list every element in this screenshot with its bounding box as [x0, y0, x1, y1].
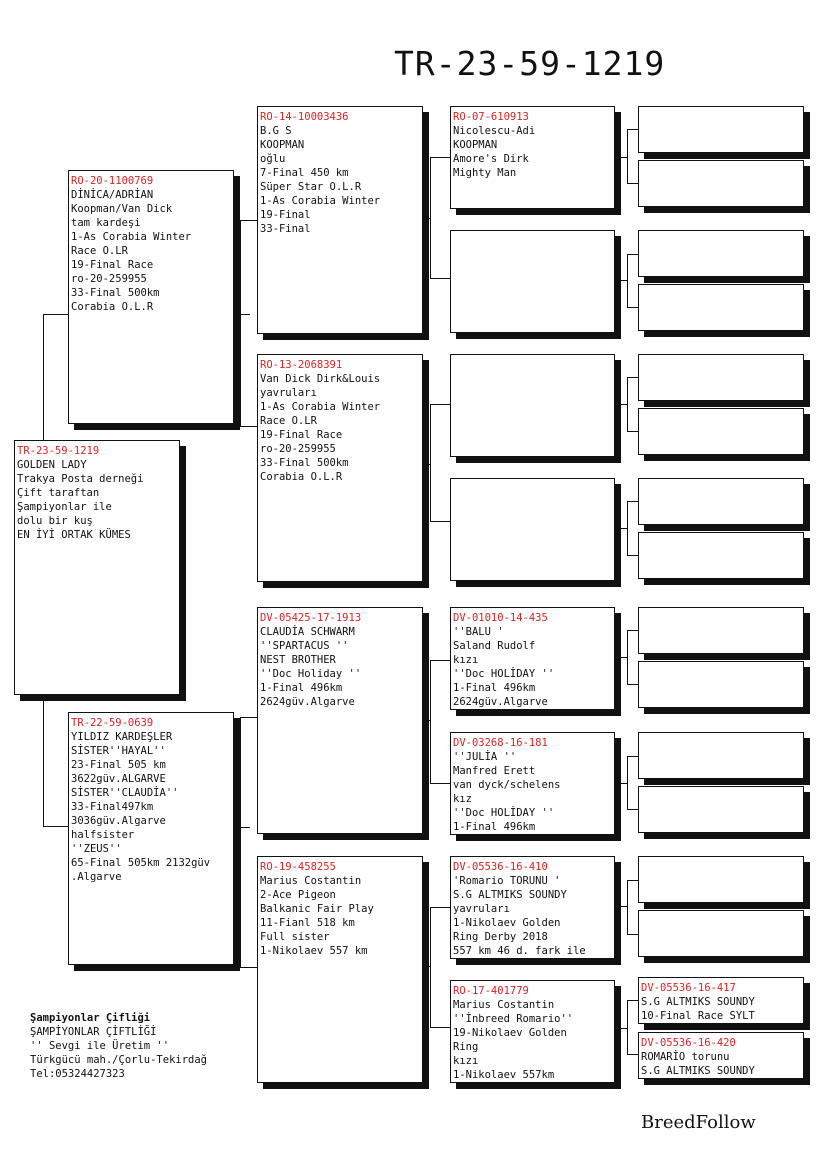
pigeon-info-line: ''İnbreed Romario'' — [453, 1013, 574, 1025]
pigeon-card-gen4-empty[interactable] — [638, 661, 804, 708]
pigeon-card-gen3[interactable] — [450, 856, 615, 959]
ring-number: RO-17-401779 — [453, 985, 529, 997]
pigeon-info-line: 1-As Corabia Winter — [260, 195, 381, 207]
pigeon-info-line: 33-Final 500km — [260, 457, 349, 469]
pigeon-info-line: Ring Derby 2018 — [453, 931, 548, 943]
ring-number: DV-05425-17-1913 — [260, 612, 362, 624]
pigeon-card-gen4-empty[interactable] — [638, 786, 804, 833]
pigeon-card-gen4-empty[interactable] — [638, 230, 804, 277]
pigeon-info-line: 65-Final 505km 2132güv — [71, 857, 211, 869]
pigeon-info-line: 19-Nikolaev Golden — [453, 1027, 567, 1039]
connector — [424, 218, 431, 219]
ring-number: DV-01010-14-435 — [453, 612, 548, 624]
pigeon-card-gen3[interactable] — [450, 732, 615, 835]
pigeon-info-line: Marius Costantin — [453, 999, 555, 1011]
pigeon-card-sire-dam[interactable] — [257, 354, 423, 582]
ring-number: DV-03268-16-181 — [453, 737, 548, 749]
pigeon-info-line: Nicolescu-Adi — [453, 125, 536, 137]
pigeon-card-gen4-empty[interactable] — [638, 106, 804, 153]
pigeon-info-line: SİSTER''HAYAL'' — [71, 745, 166, 757]
pigeon-info-line: halfsister — [71, 829, 135, 841]
pigeon-card-gen3-empty[interactable] — [450, 354, 615, 457]
pigeon-info-line: van dyck/schelens — [453, 779, 561, 791]
breeder-slogan: '' Sevgi ile Üretim '' — [30, 1040, 170, 1052]
ring-number: DV-05536-16-417 — [641, 982, 736, 994]
pigeon-card-gen4-empty[interactable] — [638, 732, 804, 779]
pigeon-info-line: .Algarve — [71, 871, 122, 883]
pigeon-info-line: 1-As Corabia Winter — [71, 231, 192, 243]
pigeon-card-gen3[interactable] — [450, 980, 615, 1083]
pigeon-card-gen4-empty[interactable] — [638, 856, 804, 903]
connector — [620, 404, 628, 405]
pigeon-info-line: 10-Final Race SYLT — [641, 1010, 755, 1022]
pigeon-info-line: 1-Final 496km — [453, 821, 536, 833]
pigeon-info-line: Koopman/Van Dick — [71, 203, 173, 215]
ring-number: RO-14-10003436 — [260, 111, 349, 123]
pigeon-info-line: ''JULİA '' — [453, 751, 517, 763]
pigeon-info-line: NEST BROTHER — [260, 654, 336, 666]
pigeon-info-line: 33-Final — [260, 223, 311, 235]
connector — [240, 717, 258, 968]
pigeon-info-line: Corabia O.L.R — [260, 471, 343, 483]
pigeon-info-line: 19-Final Race — [260, 429, 343, 441]
pigeon-card-gen4-empty[interactable] — [638, 408, 804, 455]
pigeon-info-line: Trakya Posta derneği — [17, 473, 144, 485]
pigeon-info-line: 19-Final Race — [71, 259, 154, 271]
connector — [424, 966, 431, 967]
pigeon-info-line: Şampiyonlar ile — [17, 501, 112, 513]
pigeon-info-line: yavruları — [453, 903, 510, 915]
pigeon-card-gen4-empty[interactable] — [638, 607, 804, 654]
pigeon-info-line: 33-Final 500km — [71, 287, 160, 299]
ring-number: RO-13-2068391 — [260, 359, 343, 371]
pigeon-info-line: Full sister — [260, 931, 330, 943]
pigeon-info-line: EN İYİ ORTAK KÜMES — [17, 529, 131, 541]
connector — [430, 404, 450, 522]
pigeon-info-line: KOOPMAN — [260, 139, 305, 151]
pigeon-info-line: Manfred Erett — [453, 765, 536, 777]
pigeon-info-line: Balkanic Fair Play — [260, 903, 374, 915]
pigeon-info-line: ro-20-259955 — [71, 273, 147, 285]
pigeon-info-line: 3622güv.ALGARVE — [71, 773, 166, 785]
pigeon-info-line: CLAUDİA SCHWARM — [260, 626, 355, 638]
pigeon-info-line: 1-Nikolaev Golden — [453, 917, 561, 929]
pigeon-info-line: Ring — [453, 1041, 479, 1053]
pigeon-info-line: Süper Star O.L.R — [260, 181, 362, 193]
pigeon-info-line: ''SPARTACUS '' — [260, 640, 349, 652]
pigeon-info-line: S.G ALTMIKS SOUNDY — [453, 889, 567, 901]
connector — [240, 314, 250, 315]
ring-number: RO-19-458255 — [260, 861, 336, 873]
connector — [620, 157, 628, 158]
pigeon-card-gen4-empty[interactable] — [638, 532, 804, 579]
pigeon-info-line: ro-20-259955 — [260, 443, 336, 455]
brand-logo: BreedFollow — [641, 1112, 756, 1133]
pigeon-card-gen4-empty[interactable] — [638, 284, 804, 331]
pigeon-info-line: 'Romario TORUNU ' — [453, 875, 561, 887]
pigeon-info-line: 1-Nikolaev 557 km — [260, 945, 368, 957]
pigeon-card-gen4-empty[interactable] — [638, 478, 804, 525]
pigeon-info-line: 2624güv.Algarve — [260, 696, 355, 708]
pigeon-card-sire-sire[interactable] — [257, 106, 423, 334]
pigeon-info-line: Marius Costantin — [260, 875, 362, 887]
pigeon-info-line: S.G ALTMIKS SOUNDY — [641, 1065, 755, 1077]
connector — [430, 907, 450, 1028]
ring-number: RO-07-610913 — [453, 111, 529, 123]
ring-number: DV-05536-16-420 — [641, 1037, 736, 1049]
pigeon-info-line: ''Doc HOLİDAY '' — [453, 668, 555, 680]
pigeon-info-line: 2624güv.Algarve — [453, 696, 548, 708]
breeder-phone: Tel:05324427323 — [30, 1068, 125, 1080]
pigeon-card-subject[interactable] — [14, 440, 180, 695]
pigeon-info-line: 1-Final 496km — [260, 682, 343, 694]
pigeon-info-line: kızı — [453, 1055, 479, 1067]
pigeon-card-gen4[interactable] — [638, 977, 804, 1024]
pigeon-card-gen3-empty[interactable] — [450, 230, 615, 333]
pigeon-info-line: 11-Fianl 518 km — [260, 917, 355, 929]
pigeon-info-line: 19-Final — [260, 209, 311, 221]
pigeon-info-line: 2-Ace Pigeon — [260, 889, 336, 901]
pigeon-info-line: Van Dick Dirk&Louis — [260, 373, 381, 385]
pigeon-card-gen4-empty[interactable] — [638, 354, 804, 401]
connector — [240, 220, 258, 427]
connector — [620, 280, 628, 281]
pigeon-info-line: yavruları — [260, 387, 317, 399]
pigeon-info-line: 1-As Corabia Winter — [260, 401, 381, 413]
connector — [240, 827, 250, 828]
pigeon-info-line: Race O.LR — [260, 415, 317, 427]
pigeon-card-dam-sire[interactable] — [257, 607, 423, 834]
pigeon-info-line: ''BALU ' — [453, 626, 504, 638]
connector — [620, 528, 628, 529]
ring-number: RO-20-1100769 — [71, 175, 154, 187]
breeder-address: Türkgücü mah./Çorlu-Tekirdağ — [30, 1054, 208, 1066]
pigeon-card-dam[interactable] — [68, 712, 234, 965]
pigeon-info-line: S.G ALTMIKS SOUNDY — [641, 996, 755, 1008]
breeder-name: Şampiyonlar Çifliği — [30, 1012, 151, 1024]
pigeon-info-line: DİNİCA/ADRİAN — [71, 189, 154, 201]
pigeon-card-gen3-empty[interactable] — [450, 478, 615, 581]
pedigree-title: TR-23-59-1219 — [394, 44, 666, 83]
pigeon-info-line: kızı — [453, 654, 479, 666]
pigeon-info-line: ''ZEUS'' — [71, 843, 122, 855]
pigeon-info-line: Mighty Man — [453, 167, 517, 179]
pigeon-info-line: 1-Nikolaev 557km — [453, 1069, 555, 1081]
connector — [620, 1028, 628, 1029]
pigeon-info-line: Çift taraftan — [17, 487, 100, 499]
pigeon-info-line: ROMARİO torunu — [641, 1051, 730, 1063]
pigeon-info-line: Race O.LR — [71, 245, 128, 257]
ring-number: TR-22-59-0639 — [71, 717, 154, 729]
pigeon-info-line: ''Doc Holiday '' — [260, 668, 362, 680]
pigeon-card-gen4[interactable] — [638, 1032, 804, 1079]
pigeon-info-line: Saland Rudolf — [453, 640, 536, 652]
ring-number: DV-05536-16-410 — [453, 861, 548, 873]
pigeon-card-gen3[interactable] — [450, 607, 615, 710]
pigeon-card-sire[interactable] — [68, 170, 234, 424]
pigeon-info-line: 7-Final 450 km — [260, 167, 349, 179]
pigeon-info-line: Amore's Dirk — [453, 153, 529, 165]
pigeon-info-line: kız — [453, 793, 472, 805]
pigeon-card-dam-dam[interactable] — [257, 856, 423, 1083]
pigeon-info-line: YILDIZ KARDEŞLER — [71, 731, 173, 743]
pigeon-info-line: KOOPMAN — [453, 139, 498, 151]
pigeon-info-line: 557 km 46 d. fark ile — [453, 945, 586, 957]
connector — [620, 657, 628, 658]
pigeon-info-line: oğlu — [260, 153, 286, 165]
pigeon-card-gen4-empty[interactable] — [638, 160, 804, 207]
connector — [620, 906, 628, 907]
connector — [430, 157, 450, 279]
pigeon-info-line: 1-Final 496km — [453, 682, 536, 694]
connector — [430, 660, 450, 784]
pigeon-info-line: 33-Final497km — [71, 801, 154, 813]
connector — [424, 720, 431, 721]
pigeon-card-gen4-empty[interactable] — [638, 910, 804, 957]
pigeon-info-line: Corabia O.L.R — [71, 301, 154, 313]
ring-number: TR-23-59-1219 — [17, 445, 100, 457]
pigeon-info-line: SİSTER''CLAUDİA'' — [71, 787, 179, 799]
pigeon-info-line: 23-Final 505 km — [71, 759, 166, 771]
pigeon-info-line: GOLDEN LADY — [17, 459, 87, 471]
pigeon-info-line: ''Doc HOLİDAY '' — [453, 807, 555, 819]
pigeon-card-gen3[interactable] — [450, 106, 615, 209]
connector — [424, 464, 431, 465]
breeder-loft: ŞAMPİYONLAR ÇİFTLİĞİ — [30, 1026, 157, 1038]
pigeon-info-line: 3036güv.Algarve — [71, 815, 166, 827]
pigeon-info-line: tam kardeşi — [71, 217, 141, 229]
breeder-info — [30, 1011, 207, 1081]
connector — [620, 783, 628, 784]
pigeon-info-line: dolu bir kuş — [17, 515, 93, 527]
pigeon-info-line: B.G S — [260, 125, 292, 137]
